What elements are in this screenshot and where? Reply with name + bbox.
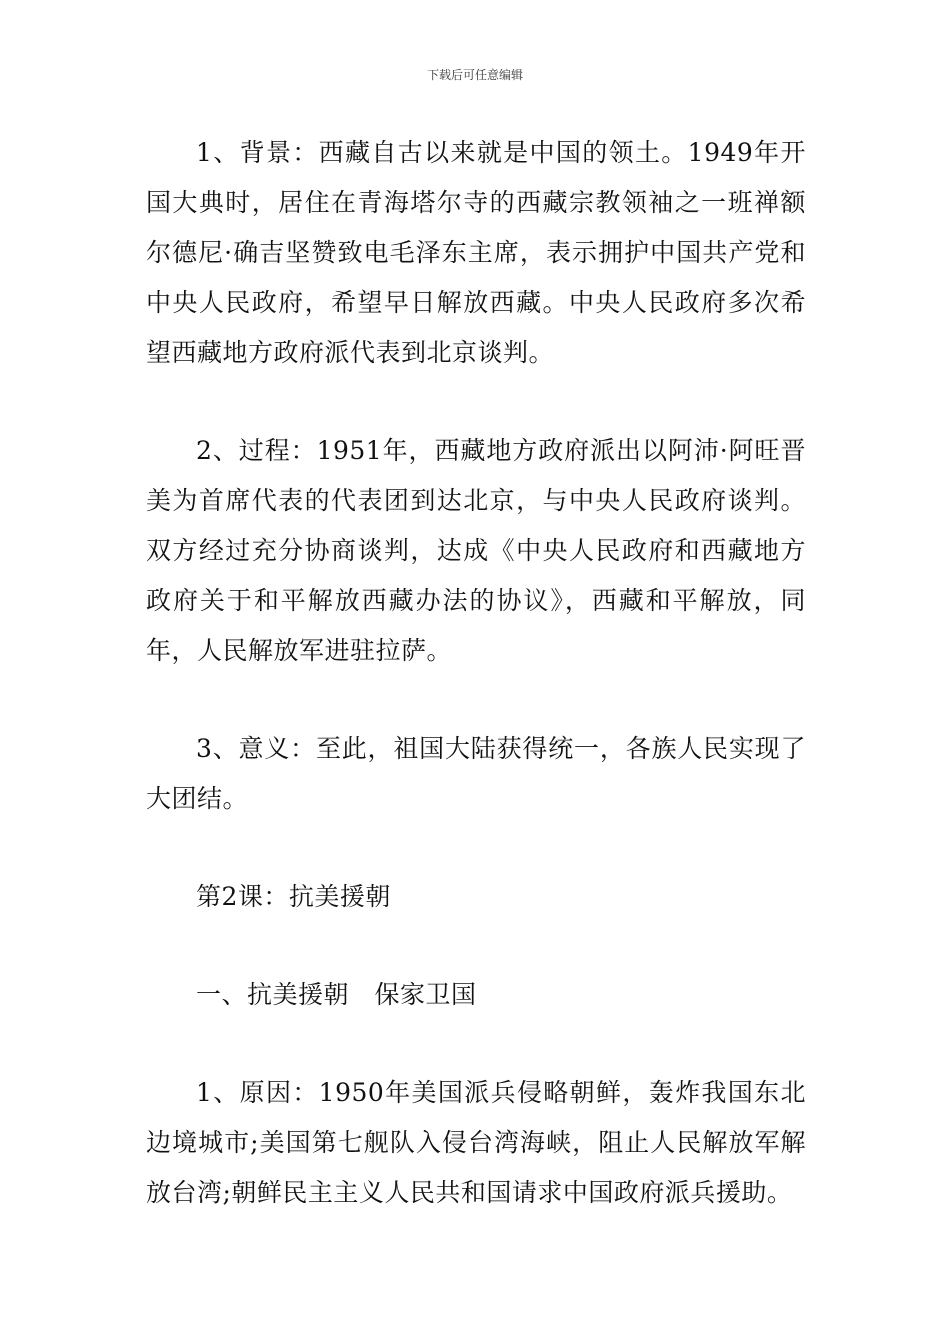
document-body [146, 128, 806, 1218]
paragraph-korea-cause: 1、原因：1950年美国派兵侵略朝鲜，轰炸我国东北边境城市;美国第七舰队入侵台湾海峡，阻止人民解放军解放台湾;朝鲜民主主义人民共和国请求中国政府派兵援助。 [146, 1078, 806, 1207]
paragraph-tibet-significance: 3、意义：至此，祖国大陆获得统一，各族人民实现了大团结。 [146, 734, 806, 813]
paragraph-tibet-background: 1、背景：西藏自古以来就是中国的领土。1949年开国大典时，居住在青海塔尔寺的西藏宗教领袖之一班禅额尔德尼·确吉坚赞致电毛泽东主席，表示拥护中国共产党和中央人民政府，希望早日解放西藏。中央人民政府多次希望西藏地方政府派代表到北京谈判。 [146, 138, 806, 367]
paragraph-tibet-process: 2、过程：1951年，西藏地方政府派出以阿沛·阿旺晋美为首席代表的代表团到达北京，与中央人民政府谈判。双方经过充分协商谈判，达成《中央人民政府和西藏地方政府关于和平解放西藏办法的协议》，西藏和平解放，同年，人民解放军进驻拉萨。 [146, 436, 806, 665]
lesson-heading: 第2课：抗美援朝 [196, 882, 391, 911]
section-heading: 一、抗美援朝 保家卫国 [196, 980, 477, 1009]
page-header: 下载后可任意编辑 [426, 68, 523, 82]
